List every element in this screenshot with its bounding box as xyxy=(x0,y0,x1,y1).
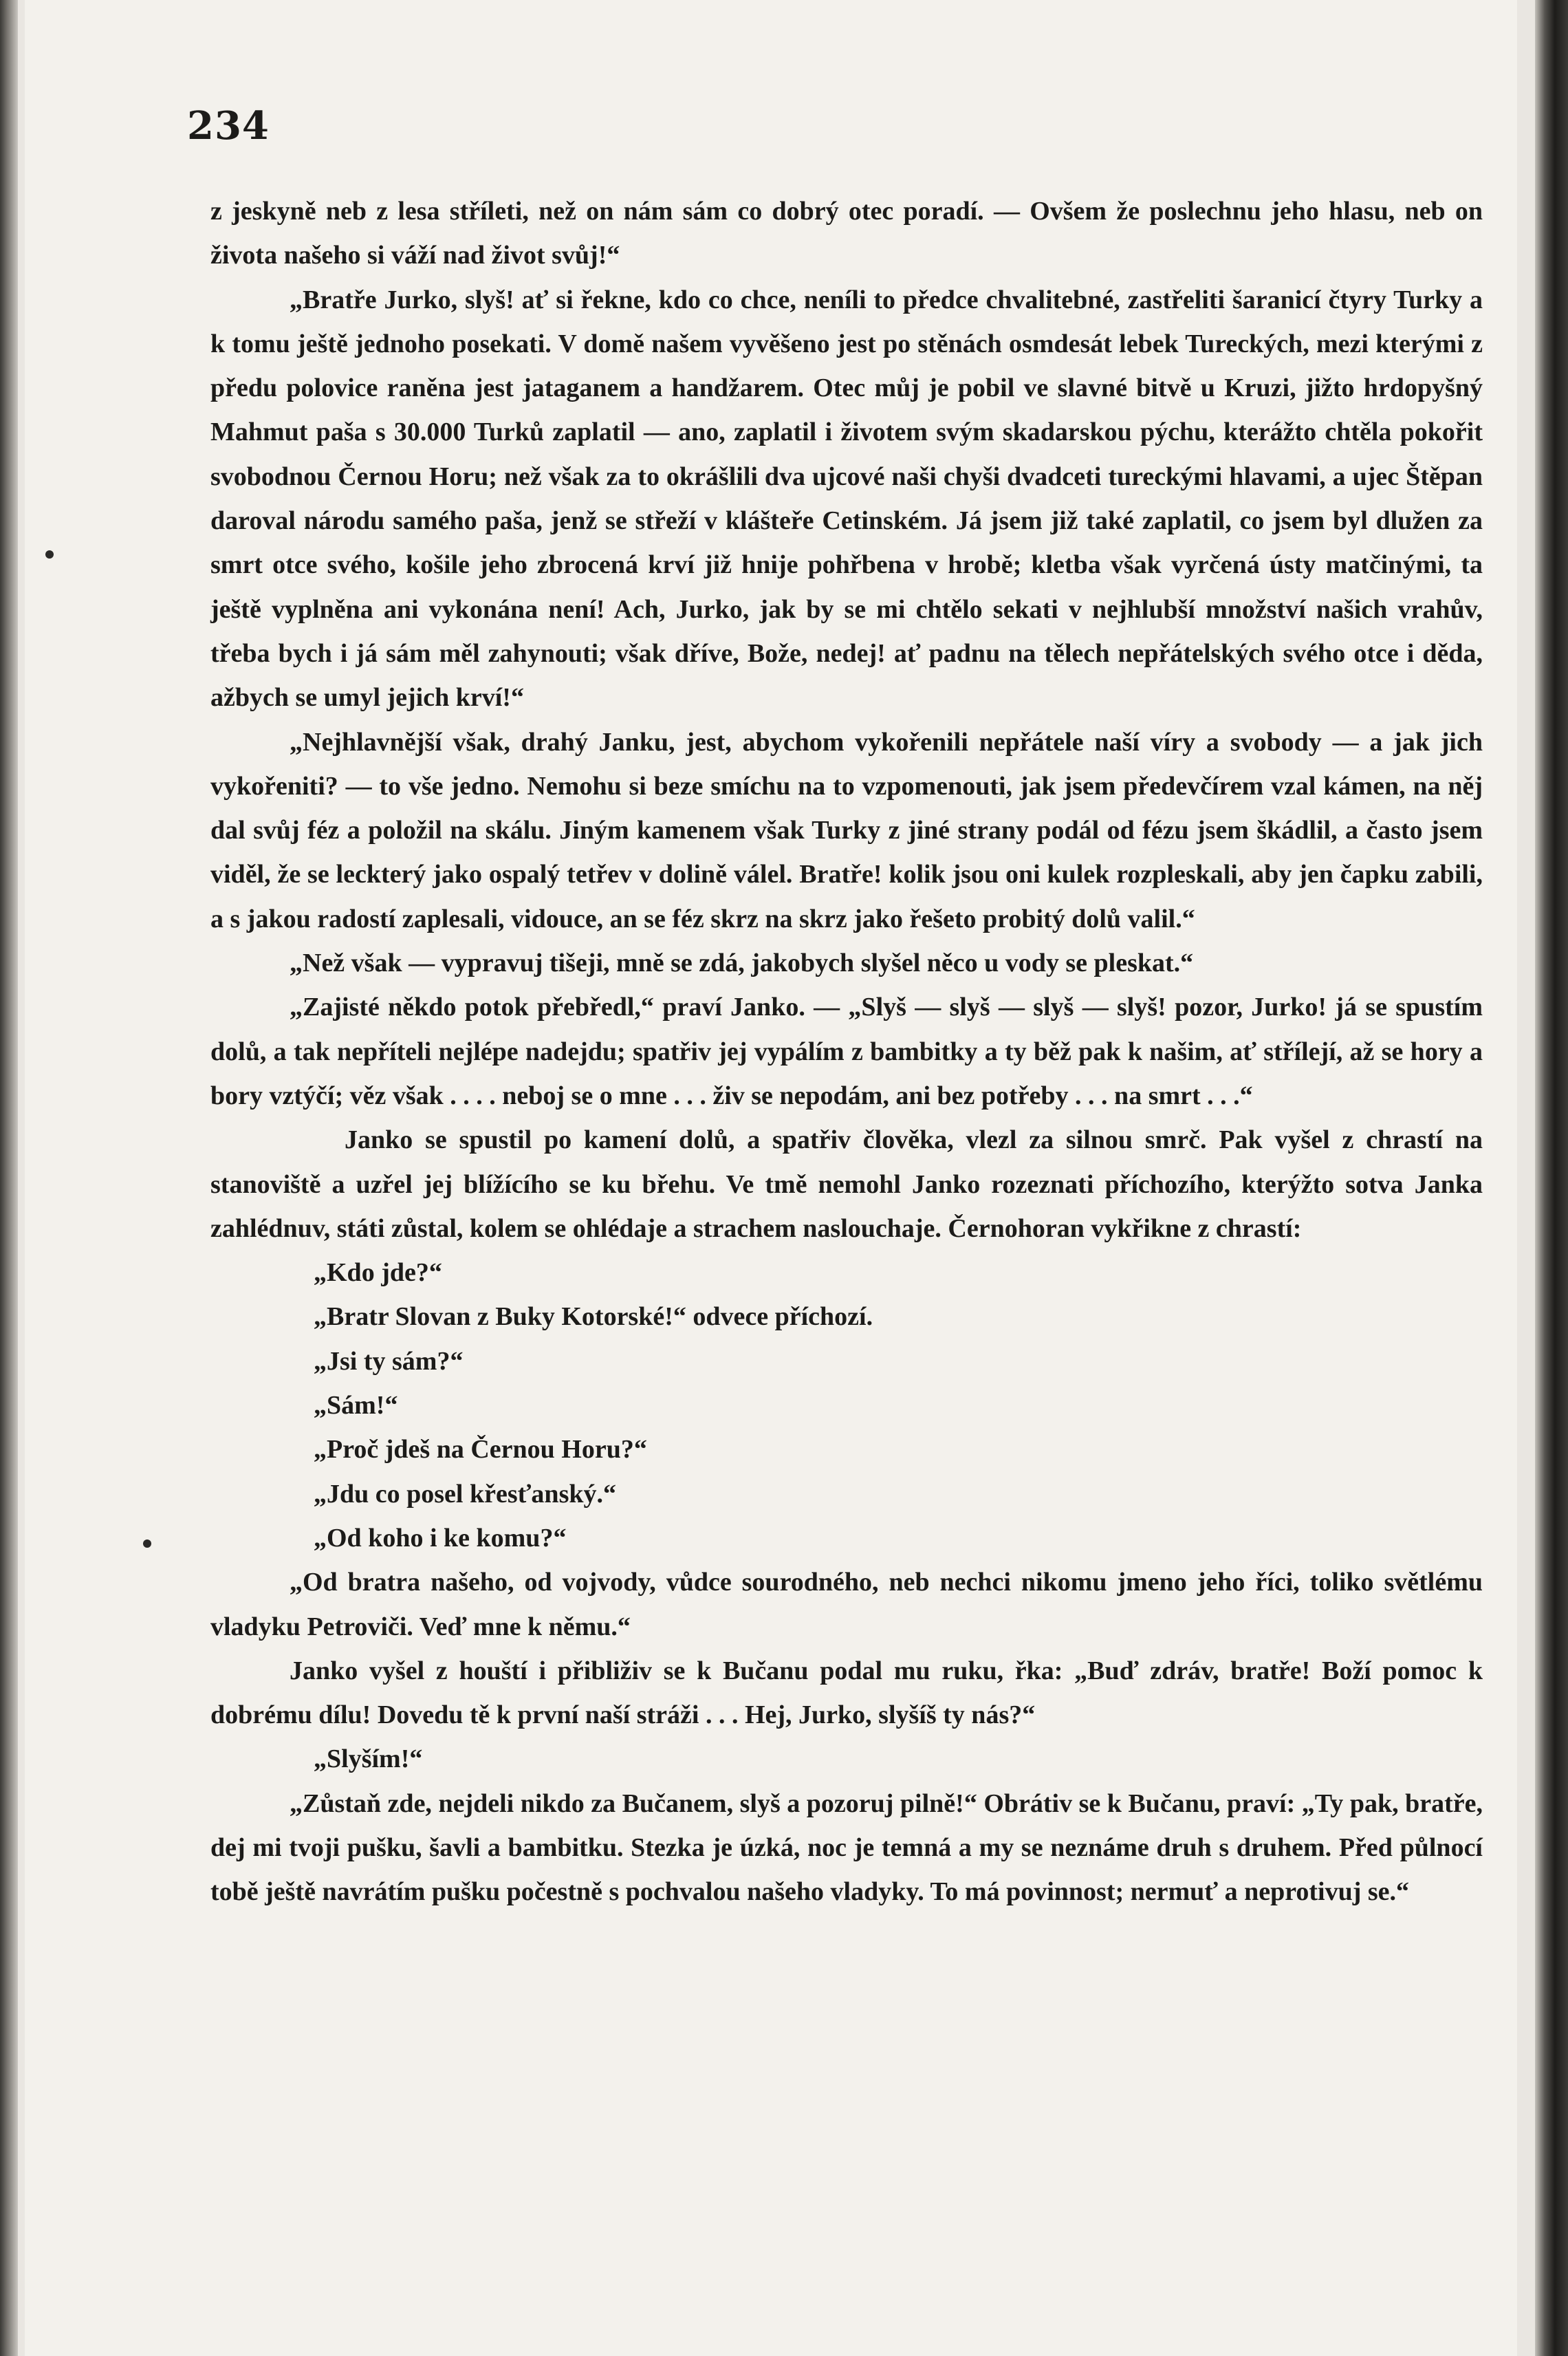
dialog-line-1: „Kdo jde?“ xyxy=(314,1258,442,1288)
page-number: 234 xyxy=(187,103,270,149)
text-block xyxy=(210,189,1483,1914)
dialog-line-4: „Sám!“ xyxy=(314,1391,398,1420)
dialog-line-3: „Jsi ty sám?“ xyxy=(314,1346,464,1376)
dialog-line-7: „Od koho i ke komu?“ xyxy=(314,1523,567,1553)
paragraph-4: „Než však — vypravuj tišeji, mně se zdá, jakobych slyšel něco u vody se pleskat.“ xyxy=(290,949,1194,978)
paragraph-17: „Zůstaň zde, nejdeli nikdo za Bučanem, slyš a pozoruj pilně!“ Obrátiv se k Bučanu, praví: „Ty pak, bratře, dej mi tvoji pušku, šavli a bambitku. Stezka je úzká, noc je temná a my se neznáme druh s druhem. Před půlnocí tobě ještě navrátím pušku počestně s pochvalou našeho vladyky. To má povinnost; nermuť a neprotivuj se.“ xyxy=(210,1788,1483,1907)
margin-mark-1 xyxy=(45,550,54,559)
paragraph-6: Janko se spustil po kamení dolů, a spatřiv člověka, vlezl za silnou smrč. Pak vyšel z chrastí na stanoviště a uzřel jej blížícího se ku břehu. Ve tmě nemohl Janko rozeznati příchozího, kterýžto sotva Janka zahlédnuv, státi zůstal, kolem se ohlédaje a strachem naslouchaje. Černohoran vykřikne z chrastí: xyxy=(210,1125,1483,1243)
paragraph-5: „Zajisté někdo potok přebředl,“ praví Janko. — „Slyš — slyš — slyš — slyš! pozor, Jurko! já se spustím dolů, a tak nepříteli nejlépe nadejdu; spatřiv jej vypálím z bambitky a ty běž pak k našim, ať střílejí, až se hory a bory vztýčí; věz však . . . . neboj se o mne . . . živ se nepodám, ani bez potřeby . . . na smrt . . .“ xyxy=(210,993,1483,1110)
margin-mark-2 xyxy=(143,1539,151,1548)
paragraph-3: „Nejhlavnější však, drahý Janku, jest, abychom vykořenili nepřátele naší víry a svobody — a jak jich vykořeniti? — to vše jedno. Nemohu si beze smíchu na to vzpomenouti, jak jsem předevčírem vzal kámen, na něj dal svůj féz a položil na skálu. Jiným kamenem však Turky z jiné strany podál od fézu jsem škádlil, a často jsem viděl, že se leckterý jako ospalý tetřev v dolině válel. Bratře! kolik jsou oni kulek rozpleskali, aby jen čapku zabili, a s jakou radostí zaplesali, vidouce, an se féz skrz na skrz jako řešeto probitý dolů valil.“ xyxy=(210,727,1483,933)
paragraph-2: „Bratře Jurko, slyš! ať si řekne, kdo co chce, neníli to předce chvalitebné, zastřeliti šaranicí čtyry Turky a k tomu ještě jednoho posekati. V domě našem vyvěšeno jest po stěnách osmdesát lebek Tureckých, mezi kterými z předu polovice raněna jest jataganem a handžarem. Otec můj je pobil ve slavné bitvě u Kruzi, jižto hrdopyšný Mahmut paša s 30.000 Turků zaplatil — ano, zaplatil i životem svým skadarskou pýchu, kterážto chtěla pokořit svobodnou Černou Horu; než však za to okrášlili dva ujcové naši chyši dvadceti tureckými hlavami, a ujec Štěpan daroval národu samého paša, jenž se střeží v klášteře Cetinském. Já jsem již také zaplatil, co jsem byl dlužen za smrt otce svého, košile jeho zbrocená krví již hnije pohřbena v hrobě; kletba však vyrčená ústy matčinými, ta ještě vyplněna ani vykonána není! Ach, Jurko, jak by se mi chtělo sekati v nejhlubší množství našich vrahův, třeba bych i já sám měl zahynouti; však dříve, Bože, nedej! ať padnu na tělech nepřátelských svého otce i děda, ažbych se umyl jejich krví!“ xyxy=(210,285,1483,713)
scan-edge-left xyxy=(0,0,18,2356)
book-page xyxy=(25,0,1517,2356)
dialog-line-5: „Proč jdeš na Černou Horu?“ xyxy=(314,1435,647,1465)
paragraph-15: Janko vyšel z houští i přibliživ se k Bučanu podal mu ruku, řka: „Buď zdráv, bratře! Boží pomoc k dobrému dílu! Dovedu tě k první naší stráži . . . Hej, Jurko, slyšíš ty nás?“ xyxy=(210,1656,1483,1730)
scan-edge-right xyxy=(1535,0,1568,2356)
dialog-line-6: „Jdu co posel křesťanský.“ xyxy=(314,1479,616,1509)
dialog-line-2: „Bratr Slovan z Buky Kotorské!“ odvece příchozí. xyxy=(314,1302,873,1332)
dialog-line-8: „Slyším!“ xyxy=(314,1744,423,1774)
paragraph-1: z jeskyně neb z lesa stříleti, než on nám sám co dobrý otec poradí. — Ovšem že poslechnu jeho hlasu, neb on života našeho si váží nad život svůj!“ xyxy=(210,197,1483,270)
paragraph-14: „Od bratra našeho, od vojvody, vůdce sourodného, neb nechci nikomu jmeno jeho říci, toliko světlému vladyku Petroviči. Veď mne k němu.“ xyxy=(210,1568,1483,1641)
